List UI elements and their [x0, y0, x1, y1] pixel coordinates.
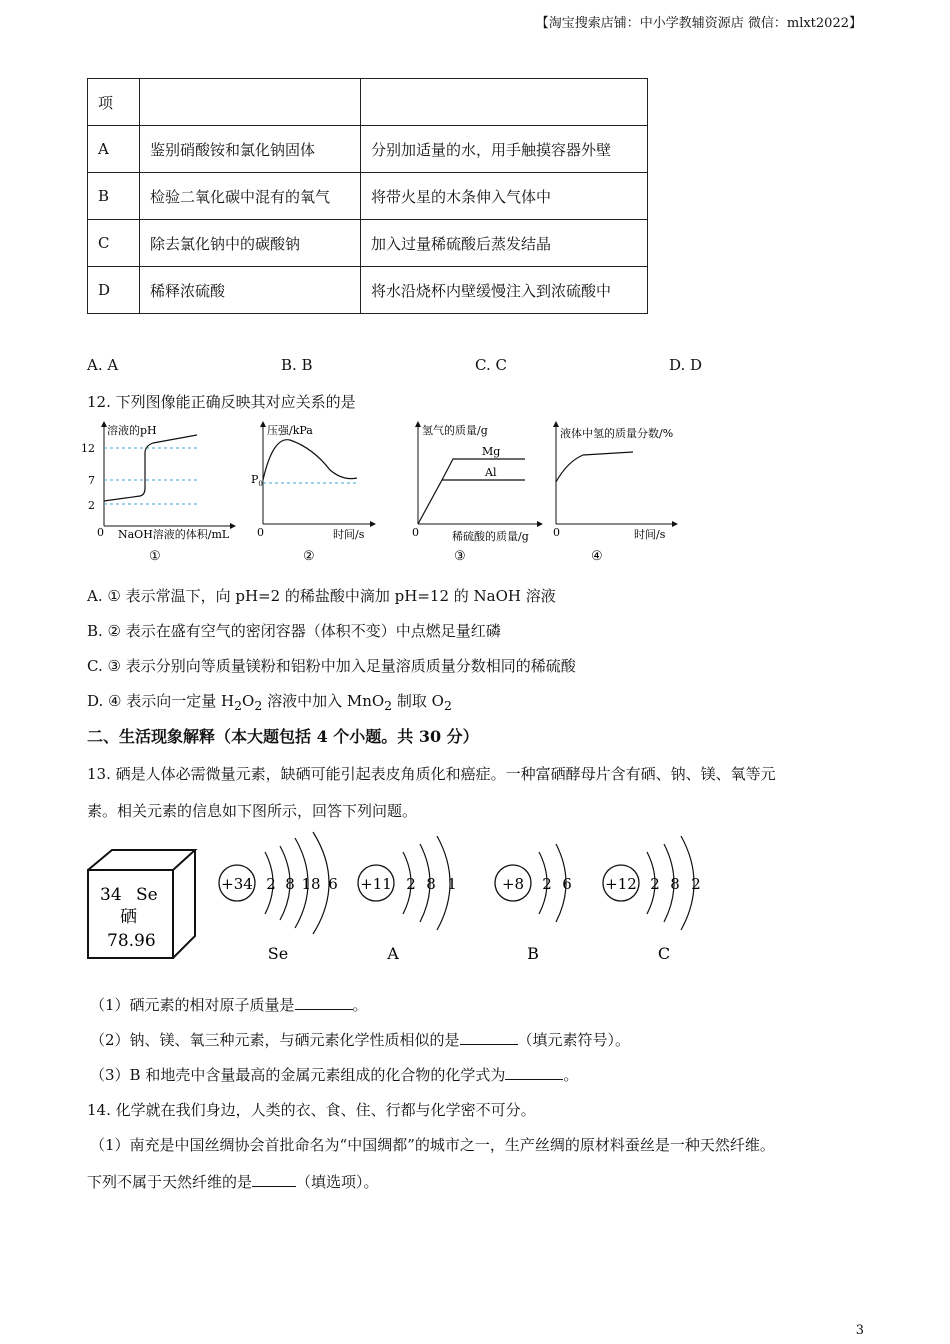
section2-title: 二、生活现象解释（本大题包括 4 个小题。共 30 分）	[87, 727, 479, 746]
graph3-origin: 0	[412, 526, 419, 539]
answer-blank[interactable]	[460, 1030, 518, 1045]
graph3-line-al	[418, 480, 525, 524]
table-cell: 检验二氧化碳中混有的氧气	[140, 173, 361, 220]
graph2-origin: 0	[257, 526, 264, 539]
q13-sub1: （1）硒元素的相对原子质量是 。	[90, 996, 368, 1014]
graph-1	[81, 423, 233, 564]
atom-a-nucleus: +11	[360, 875, 392, 893]
graph4-origin: 0	[553, 526, 560, 539]
q12-option-b[interactable]: B. ② 表示在盛有空气的密闭容器（体积不变）中点燃足量红磷	[87, 622, 501, 640]
atom-c	[603, 836, 701, 963]
q12-stem: 12. 下列图像能正确反映其对应关系的是	[87, 393, 356, 411]
table-cell: 鉴别硝酸铵和氯化钠固体	[140, 126, 361, 173]
atom-a-shell-1: 2	[406, 875, 416, 893]
graph4-ylabel: 液体中氢的质量分数/%	[560, 427, 674, 440]
table-row	[88, 173, 648, 220]
atom-se	[219, 832, 338, 963]
atom-b-label: B	[527, 944, 539, 963]
q14-sub1-line1: （1）南充是中国丝绸协会首批命名为“中国绸都”的城市之一，生产丝绸的原材料蚕丝是一种天然纤维。	[90, 1136, 775, 1154]
graph4-xlabel: 时间/s	[634, 528, 666, 541]
graph-3	[412, 423, 540, 564]
graph1-tick-2: 2	[88, 499, 95, 512]
table-cell: D	[88, 267, 140, 314]
answer-blank[interactable]	[295, 995, 353, 1010]
table-row	[88, 220, 648, 267]
q13-sub3: （3）B 和地壳中含量最高的金属元素组成的化合物的化学式为 。	[90, 1066, 579, 1084]
atom-a-shell-3: 1	[447, 875, 457, 893]
table-row	[88, 126, 648, 173]
atom-c-label: C	[657, 944, 671, 963]
header-note: 【淘宝搜索店铺：中小学教辅资源店 微信：mlxt2022】	[535, 16, 862, 31]
table-cell: 分别加适量的水，用手触摸容器外壁	[361, 126, 648, 173]
table-cell: 稀释浓硫酸	[140, 267, 361, 314]
graph3-xlabel: 稀硫酸的质量/g	[452, 530, 529, 543]
table-cell: A	[88, 126, 140, 173]
q12-graphs	[81, 418, 685, 568]
graph-4	[553, 424, 675, 564]
table-cell: 除去氯化钠中的碳酸钠	[140, 220, 361, 267]
atom-a	[358, 836, 457, 963]
table-cell: C	[88, 220, 140, 267]
element-name: 硒	[120, 907, 137, 927]
graph1-ylabel: 溶液的pH	[107, 424, 157, 437]
element-mass: 78.96	[107, 931, 156, 951]
table-row	[88, 79, 648, 126]
graph2-ylabel: 压强/kPa	[267, 424, 313, 437]
page-number: 3	[855, 1323, 864, 1338]
atom-se-shell-3: 18	[301, 875, 321, 893]
element-number: 34	[100, 885, 122, 905]
table-row	[88, 267, 648, 314]
atom-c-nucleus: +12	[605, 875, 637, 893]
q13-stem-line1: 13. 硒是人体必需微量元素，缺硒可能引起表皮角质化和癌症。一种富硒酵母片含有硒、钠、镁、氧等元	[87, 765, 776, 783]
atom-se-label: Se	[267, 944, 289, 963]
atom-se-nucleus: +34	[221, 875, 253, 893]
graph4-curve	[556, 452, 633, 482]
graph1-tick-7: 7	[88, 474, 95, 487]
graph2-xlabel: 时间/s	[333, 528, 365, 541]
q12-option-c[interactable]: C. ③ 表示分别向等质量镁粉和铝粉中加入足量溶质质量分数相同的稀硫酸	[87, 657, 576, 675]
table-cell: 加入过量稀硫酸后蒸发结晶	[361, 220, 648, 267]
graph3-series-al: Al	[485, 466, 497, 479]
table-cell: B	[88, 173, 140, 220]
atom-b-shell-1: 2	[542, 875, 552, 893]
element-cell	[88, 850, 195, 958]
graph1-curve	[104, 435, 197, 501]
table-cell: 项	[88, 79, 140, 126]
graph1-origin: 0	[97, 526, 104, 539]
table-cell	[140, 79, 361, 126]
graph3-ylabel: 氢气的质量/g	[422, 424, 488, 437]
atom-a-label: A	[387, 944, 399, 963]
q14-stem: 14. 化学就在我们身边，人类的衣、食、住、行都与化学密不可分。	[87, 1101, 536, 1119]
graph1-xlabel: NaOH溶液的体积/mL	[118, 528, 230, 541]
q11-choice-a[interactable]: A. A	[87, 356, 119, 374]
graph3-number: ③	[454, 549, 466, 564]
graph3-series-mg: Mg	[482, 445, 501, 458]
atom-b-nucleus: +8	[501, 875, 525, 893]
graph1-tick-12: 12	[81, 442, 95, 455]
atom-se-shell-1: 2	[266, 875, 276, 893]
graph2-p0: $P_0$	[251, 473, 263, 488]
table-cell: 将水沿烧杯内壁缓慢注入到浓硫酸中	[361, 267, 648, 314]
answer-blank[interactable]	[505, 1065, 563, 1080]
atom-b	[495, 844, 572, 963]
graph1-number: ①	[149, 549, 161, 564]
atom-se-shell-4: 6	[328, 875, 338, 893]
q11-choice-b[interactable]: B. B	[281, 356, 313, 374]
q12-option-a[interactable]: A. ① 表示常温下，向 pH=2 的稀盐酸中滴加 pH=12 的 NaOH 溶液	[87, 587, 556, 605]
graph3-line-mg	[442, 459, 525, 480]
q11-options-table	[87, 78, 648, 314]
graph2-number: ②	[303, 549, 315, 564]
q13-diagram	[85, 832, 725, 972]
q14-sub1-line2: 下列不属于天然纤维的是 （填选项）。	[87, 1173, 379, 1191]
q11-choice-c[interactable]: C. C	[475, 356, 507, 374]
q11-choice-d[interactable]: D. D	[669, 356, 703, 374]
graph4-number: ④	[591, 549, 603, 564]
atom-a-shell-2: 8	[426, 875, 436, 893]
q13-sub2: （2）钠、镁、氧三种元素，与硒元素化学性质相似的是 （填元素符号）。	[90, 1031, 631, 1049]
atom-b-shell-2: 6	[562, 875, 572, 893]
graph-2	[251, 424, 373, 564]
answer-blank[interactable]	[252, 1172, 296, 1187]
table-cell	[361, 79, 648, 126]
table-cell: 将带火星的木条伸入气体中	[361, 173, 648, 220]
atom-c-shell-3: 2	[691, 875, 701, 893]
graph2-curve	[263, 440, 357, 480]
atom-c-shell-2: 8	[670, 875, 680, 893]
q13-stem-line2: 素。相关元素的信息如下图所示，回答下列问题。	[87, 802, 418, 820]
q12-option-d[interactable]: D. ④ 表示向一定量 $H_2O_2$ 溶液中加入 MnO$_2$ 制取 $O_2$	[87, 692, 452, 713]
atom-c-shell-1: 2	[650, 875, 660, 893]
element-symbol: Se	[136, 885, 158, 905]
atom-se-shell-2: 8	[285, 875, 295, 893]
